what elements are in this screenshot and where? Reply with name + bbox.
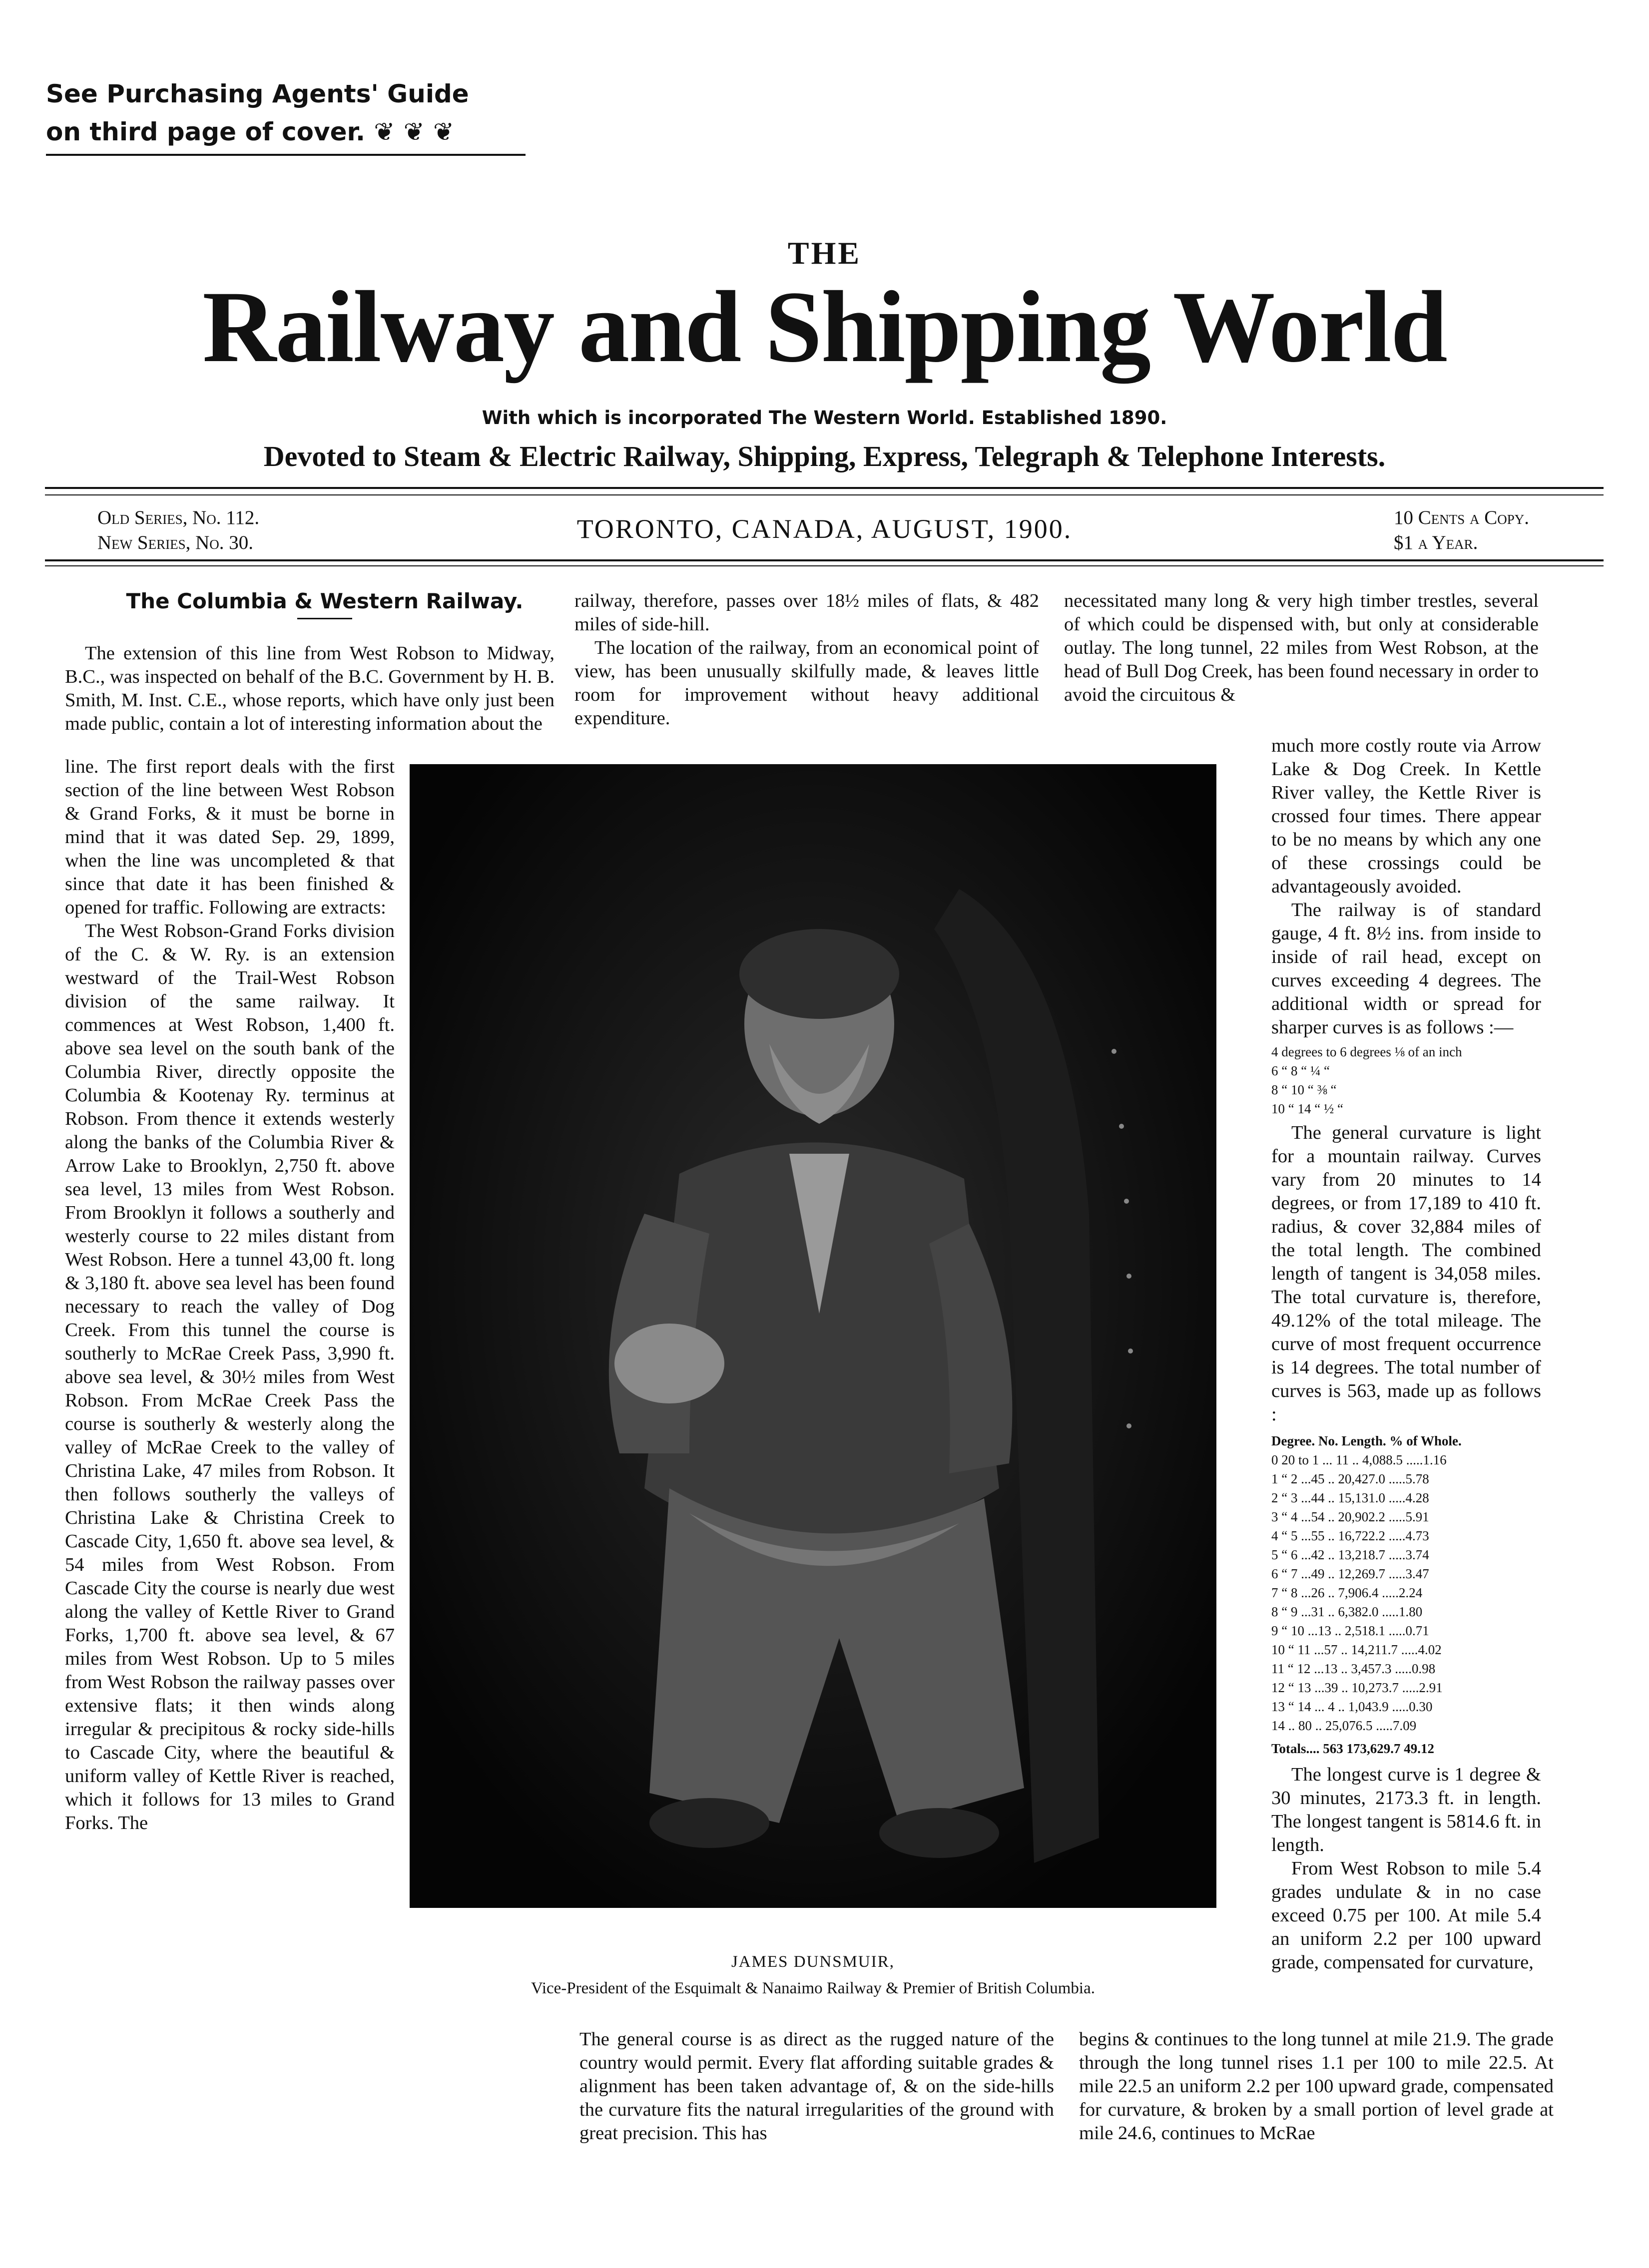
chair-stud <box>1126 1274 1131 1279</box>
new-series: New Series, No. 30. <box>97 532 253 553</box>
curve-table-row: 10 “ 11 ...57 .. 14,211.7 .....4.02 <box>1271 1642 1442 1657</box>
col2-paragraph-1: railway, therefore, passes over 18½ miles of flats, & 482 miles of side-hill. <box>574 590 1039 635</box>
article-headline: The Columbia & Western Railway. <box>126 589 524 613</box>
col3-paragraph-a: much more costly route via Arrow Lake & Dog Creek. In Kettle River valley, the Kettle River is crossed four times. There appear to be no means by which any one of these crossings could be advantageously avoided. <box>1271 735 1541 897</box>
gauge-table <box>1271 1042 1541 1118</box>
masthead-devoted: Devoted to Steam & Electric Railway, Shipping, Express, Telegraph & Telephone Interests. <box>263 440 1386 472</box>
col3-paragraph-e: From West Robson to mile 5.4 grades undulate & in no case exceed 0.75 per 100. At mile 5.4 an uniform 2.2 per 100 upward grade, compensated for curvature, <box>1271 1858 1541 1973</box>
headline-rule <box>297 618 352 619</box>
old-series: Old Series, No. 112. <box>97 507 260 528</box>
article-column-3-top <box>1064 589 1539 707</box>
notice-line-1: See Purchasing Agents' Guide <box>46 79 469 108</box>
masthead-title: Railway and Shipping World <box>202 270 1447 384</box>
col1-paragraph-1-wide: The extension of this line from West Robson to Midway, B.C., was inspected on behalf of the B.C. Government by H. B. Smith, M. Inst. C.E., whose reports, which have only just been made public, contain a lot of interesting information about the <box>65 643 554 734</box>
curve-table-header: Degree. No. Length. % of Whole. <box>1271 1433 1462 1448</box>
curve-table-row: 12 “ 13 ...39 .. 10,273.7 .....2.91 <box>1271 1680 1443 1695</box>
curve-table-row: 7 “ 8 ...26 .. 7,906.4 .....2.24 <box>1271 1585 1423 1600</box>
curve-table-row: 14 .. 80 .. 25,076.5 .....7.09 <box>1271 1718 1417 1733</box>
curve-table-row: 8 “ 9 ...31 .. 6,382.0 .....1.80 <box>1271 1604 1423 1619</box>
curve-table-row: 11 “ 12 ...13 .. 3,457.3 .....0.98 <box>1271 1661 1436 1676</box>
issue-dateline: TORONTO, CANADA, AUGUST, 1900. <box>576 514 1073 544</box>
masthead-the: THE <box>787 235 862 271</box>
curve-table-row: 2 “ 3 ...44 .. 15,131.0 .....4.28 <box>1271 1490 1429 1505</box>
col3-paragraph-c: The general curvature is light for a mountain railway. Curves vary from 20 minutes to 14 degrees, or from 17,189 to 410 ft. radius, & cover 32,884 miles of the total length. The combined length of tangent is 34,058 miles. The total curvature is, therefore, 49.12% of the total mileage. The curve of most frequent occurrence is 14 degrees. The total number of curves is 563, made up as follows : <box>1271 1122 1541 1425</box>
issue-rule-bottom <box>45 559 1604 561</box>
col3-paragraph-b: The railway is of standard gauge, 4 ft. 8½ ins. from inside to inside of rail head, except on curves exceeding 4 degrees. The additional width or spread for sharper curves is as follows :— <box>1271 900 1541 1038</box>
masthead-incorporated: With which is incorporated The Western World. Established 1890. <box>482 407 1167 429</box>
col1-paragraph-2: The West Robson-Grand Forks division of the C. & W. Ry. is an extension westward of the Trail-West Robson division of the same railway. It commences at West Robson, 1,400 ft. above sea level on the south bank of the Columbia River, directly opposite the Columbia & Kootenay Ry. terminus at Robson. From thence it extends westerly along the banks of the Columbia River & Arrow Lake to Brooklyn, 2,750 ft. above sea level, 13 miles from West Robson. From Brooklyn it follows a southerly and westerly course to 22 miles distant from West Robson. Here a tunnel 43,00 ft. long & 3,180 ft. above sea level has been found necessary to reach the valley of Dog Creek. From this tunnel the course is southerly to McRae Creek Pass, 3,990 ft. above sea level, & 30½ miles from West Robson. From McRae Creek Pass the course is southerly & westerly along the valley of McRae Creek to the valley of Christina Lake, 47 miles from Robson. It then follows southerly the valleys of Christina Lake & Christina Creek to Cascade City, 1,650 ft. above sea level, & 54 miles from West Robson. From Cascade City the course is nearly due west along the valley of Kettle River to Grand Forks, 1,700 ft. above sea level, & 67 miles from West Robson. Up to 5 miles from West Robson the railway passes over extensive flats; it then winds along irregular & precipitous & rocky side-hills to Cascade City, where the beautiful & uniform valley of Kettle River is reached, which it follows for 13 miles to Grand Forks. The <box>65 920 395 1833</box>
curve-table-row: 9 “ 10 ...13 .. 2,518.1 .....0.71 <box>1271 1623 1429 1638</box>
curve-table <box>1271 1431 1541 1758</box>
curve-table-row: 4 “ 5 ...55 .. 16,722.2 .....4.73 <box>1271 1528 1429 1543</box>
purchasing-agents-notice <box>46 75 526 156</box>
masthead-rule-top-thin <box>45 494 1604 495</box>
article-column-2-top <box>574 589 1039 730</box>
photo-caption-title: Vice-President of the Esquimalt & Nanaimo Railway & Premier of British Columbia. <box>531 1979 1095 1997</box>
curve-table-row: 13 “ 14 ... 4 .. 1,043.9 .....0.30 <box>1271 1699 1433 1714</box>
article-column-3-right <box>1271 734 1541 1974</box>
curve-table-row: 3 “ 4 ...54 .. 20,902.2 .....5.91 <box>1271 1509 1429 1524</box>
curve-table-rows <box>1271 1450 1541 1735</box>
col3-paragraph-top: necessitated many long & very high timber trestles, several of which could be dispensed with, but only at considerable outlay. The long tunnel, 22 miles from West Robson, at the head of Bull Dog Creek, has been found necessary in order to avoid the circuitous & <box>1064 590 1539 705</box>
article-column-1-head <box>95 589 554 626</box>
chair-stud <box>1126 1423 1131 1428</box>
col1-paragraph-1-narrow: line. The first report deals with the first section of the line between West Robson & Grand Forks, & it must be borne in mind that it was dated Sep. 29, 1899, when the line was uncompleted & that since that date it has been finished & opened for traffic. Following are extracts: <box>65 756 395 918</box>
price-year: $1 a Year. <box>1393 532 1478 553</box>
col2-paragraph-bottom: The general course is as direct as the rugged nature of the country would permit. Every flat affording suitable grades & alignment has been taken advantage of, & on the side-hills the curvature fits the natural irregularities of the ground with great precision. This has <box>579 2029 1054 2144</box>
chair-stud <box>1128 1349 1133 1354</box>
col2-paragraph-2: The location of the railway, from an economical point of view, has been unusually skilfully made, & leaves little room for improvement without heavy additional expenditure. <box>574 637 1039 729</box>
curve-table-row: 6 “ 7 ...49 .. 12,269.7 .....3.47 <box>1271 1566 1429 1581</box>
curve-table-row: 1 “ 2 ...45 .. 20,427.0 .....5.78 <box>1271 1471 1429 1486</box>
curve-table-totals: Totals.... 563 173,629.7 49.12 <box>1271 1741 1435 1756</box>
col3-paragraph-d: The longest curve is 1 degree & 30 minutes, 2173.3 ft. in length. The longest tangent is 5814.6 ft. in length. <box>1271 1764 1541 1855</box>
gauge-row: 8 “ 10 “ ⅜ “ <box>1271 1082 1337 1097</box>
curve-table-row: 5 “ 6 ...42 .. 13,218.7 .....3.74 <box>1271 1547 1429 1562</box>
article-column-1-wide <box>65 642 554 754</box>
masthead-rule-top <box>45 487 1604 489</box>
article-column-2-bottom <box>579 2028 1054 2145</box>
gauge-row: 4 degrees to 6 degrees ⅛ of an inch <box>1271 1044 1462 1059</box>
photo-caption-name: JAMES DUNSMUIR, <box>731 1953 895 1971</box>
chair-stud <box>1124 1199 1129 1204</box>
notice-rule <box>46 154 526 156</box>
article-column-1-narrow <box>65 755 395 2004</box>
portrait-figure <box>410 764 1216 1908</box>
gauge-row: 10 “ 14 “ ½ “ <box>1271 1101 1343 1116</box>
issue-rule-bottom-thin <box>45 565 1604 566</box>
portrait-photo <box>410 764 1216 1908</box>
curve-table-row: 0 20 to 1 ... 11 .. 4,088.5 .....1.16 <box>1271 1452 1447 1467</box>
issue-price <box>1394 505 1529 555</box>
price-copy: 10 Cents a Copy. <box>1393 507 1529 528</box>
gauge-row: 6 “ 8 “ ¼ “ <box>1271 1063 1330 1078</box>
article-column-3-bottom <box>1079 2028 1554 2145</box>
notice-line-2: on third page of cover. ❦ ❦ ❦ <box>46 117 454 146</box>
chair-stud <box>1111 1049 1116 1054</box>
chair-stud <box>1119 1124 1124 1129</box>
col3-paragraph-bottom: begins & continues to the long tunnel at mile 21.9. The grade through the long tunnel rises 1.1 per 100 to mile 22.5. At mile 22.5 an uniform 2.2 per 100 upward grade, compensated for curvature, & broken by a small portion of level grade at mile 24.6, continues to McRae <box>1079 2029 1554 2144</box>
